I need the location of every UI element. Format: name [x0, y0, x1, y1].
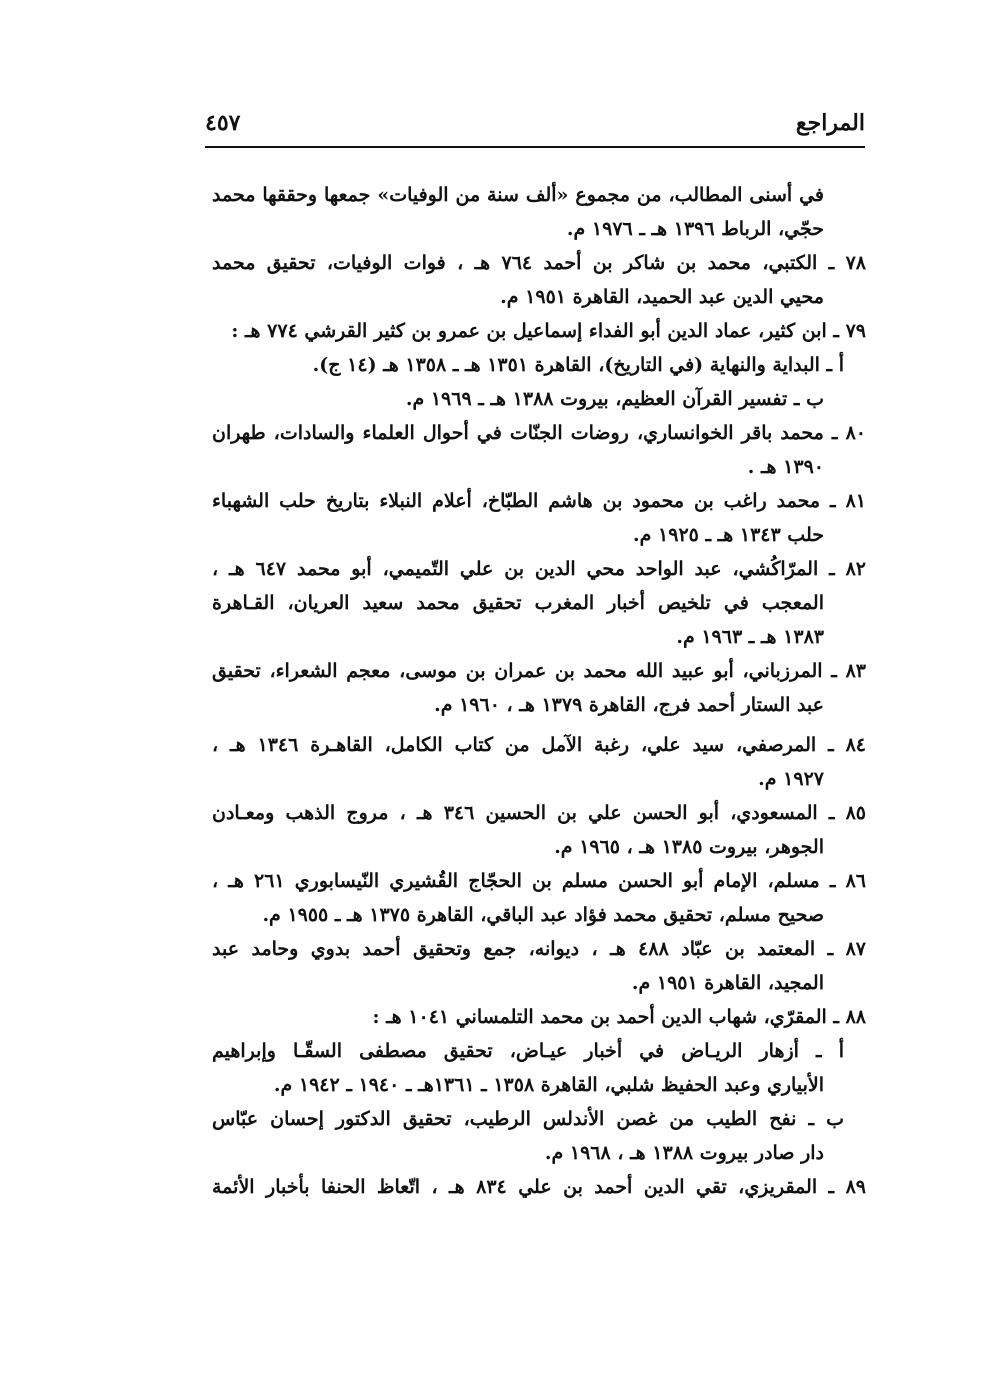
entry-line: الجوهر، بيروت ١٣٨٥ هـ ، ١٩٦٥ م.: [554, 836, 824, 858]
entry-line: ١٣٩٠ هـ .: [747, 456, 824, 478]
entry-line: حجّي، الرباط ١٣٩٦ هـ ـ ١٩٧٦ م.: [566, 218, 824, 240]
reference-entry-88: [212, 1000, 866, 1170]
entry-subitem-b: ب ـ نفح الطيب من غصن الأندلس الرطيب، تحقيق الدكتور إحسان عبّاس: [212, 1108, 844, 1130]
reference-entry-81: [212, 484, 866, 552]
entry-subitem-b: ب ـ تفسير القرآن العظيم، بيروت ١٣٨٨ هـ ـ ١٩٦٩ م.: [405, 388, 824, 410]
header-divider: [205, 146, 865, 148]
reference-entry-84: [212, 728, 866, 796]
entry-line: ٨١ ـ محمد راغب بن محمود بن هاشم الطبّاخ، أعلام النبلاء بتاريخ حلب الشهباء: [212, 490, 866, 512]
entry-line: عبد الستار أحمد فرج، القاهرة ١٣٧٩ هـ ، ١٩٦٠ م.: [434, 694, 824, 716]
entry-line: ١٣٨٣ هـ ـ ١٩٦٣ م.: [676, 626, 824, 648]
reference-entry-82: [212, 552, 866, 654]
entry-subitem-a-continuation: الأبياري وعبد الحفيظ شلبي، القاهرة ١٣٥٨ ـ ١٣٦١هـ ـ ١٩٤٠ ـ ١٩٤٢ م.: [273, 1074, 824, 1096]
entry-line: ٧٩ ـ ابن كثير، عماد الدين أبو الفداء إسماعيل بن عمرو بن كثير القرشي ٧٧٤ هـ :: [231, 320, 866, 342]
entry-subitem-a: أ ـ أزهار الريـاض في أخبار عيـاض، تحقيق مصطفى السقّـا وإبراهيم: [212, 1040, 844, 1062]
entry-line: حلب ١٣٤٣ هـ ـ ١٩٢٥ م.: [633, 524, 824, 546]
reference-entry-80: [212, 416, 866, 484]
entry-line: ١٩٢٧ م.: [758, 768, 824, 790]
references-list: [212, 178, 866, 1204]
entry-line: ٨٤ ـ المرصفي، سيد علي، رغبة الآمل من كتاب الكامل، القاهـرة ١٣٤٦ هـ ،: [212, 734, 866, 756]
entry-line: المجيد، القاهرة ١٩٥١ م.: [631, 972, 824, 994]
reference-entry-83: [212, 654, 866, 722]
reference-entry-77-continuation: [212, 178, 866, 246]
reference-entry-78: [212, 246, 866, 314]
entry-line: ٨٥ ـ المسعودي، أبو الحسن علي بن الحسين ٣٤٦ هـ ، مروج الذهب ومعـادن: [212, 802, 866, 824]
reference-entry-86: [212, 864, 866, 932]
entry-line: ٨٨ ـ المقرّي، شهاب الدين أحمد بن محمد التلمساني ١٠٤١ هـ :: [372, 1006, 866, 1028]
reference-entry-79: [212, 314, 866, 416]
entry-line: ٨٢ ـ المرّاكُشي، عبد الواحد محي الدين بن علي التّميمي، أبو محمد ٦٤٧ هـ ،: [212, 558, 866, 580]
reference-entry-87: [212, 932, 866, 1000]
reference-entry-85: [212, 796, 866, 864]
entry-line: محيي الدين عبد الحميد، القاهرة ١٩٥١ م.: [500, 286, 824, 308]
entry-line: ٨٠ ـ محمد باقر الخوانساري، روضات الجنّات في أحوال العلماء والسادات، طهران: [212, 422, 866, 444]
entry-line: ٨٦ ـ مسلم، الإمام أبو الحسن مسلم بن الحجّاج القُشيري النّيسابوري ٢٦١ هـ ،: [212, 870, 866, 892]
entry-line: في أسنى المطالب، من مجموع «ألف سنة من الوفيات» جمعها وحققها محمد: [212, 184, 824, 206]
entry-line: ٨٩ ـ المقريزي، تقي الدين أحمد بن علي ٨٣٤ هـ ، اتّعاظ الحنفا بأخبار الأئمة: [212, 1176, 866, 1198]
reference-entry-89: [212, 1170, 866, 1204]
entry-subitem-a: أ ـ البداية والنهاية (في التاريخ)، القاهرة ١٣٥١ هـ ـ ١٣٥٨ هـ (١٤ ج).: [312, 354, 844, 376]
page-header: [205, 108, 865, 146]
entry-line: ٧٨ ـ الكتبي، محمد بن شاكر بن أحمد ٧٦٤ هـ ، فوات الوفيات، تحقيق محمد: [212, 252, 866, 274]
entry-line: صحيح مسلم، تحقيق محمد فؤاد عبد الباقي، القاهرة ١٣٧٥ هـ ـ ١٩٥٥ م.: [262, 904, 824, 926]
entry-subitem-b-continuation: دار صادر بيروت ١٣٨٨ هـ ، ١٩٦٨ م.: [544, 1142, 824, 1164]
running-title: المراجع: [795, 110, 865, 136]
entry-line: ٨٧ ـ المعتمد بن عبّاد ٤٨٨ هـ ، ديوانه، جمع وتحقيق أحمد بدوي وحامد عبد: [212, 938, 866, 960]
page-number: ٤٥٧: [205, 110, 241, 136]
entry-line: المعجب في تلخيص أخبار المغرب تحقيق محمد سعيد العريان، القـاهرة: [212, 592, 824, 614]
entry-line: ٨٣ ـ المرزباني، أبو عبيد الله محمد بن عمران بن موسى، معجم الشعراء، تحقيق: [212, 660, 866, 682]
